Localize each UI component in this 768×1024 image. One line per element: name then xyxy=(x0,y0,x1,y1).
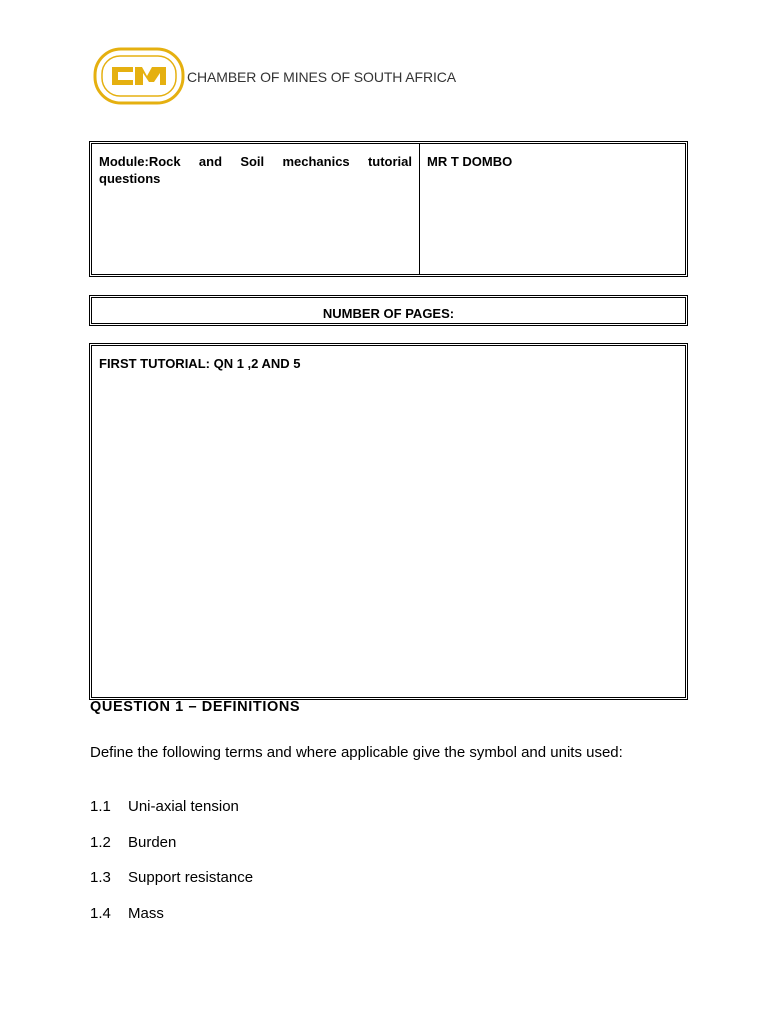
question-instruction: Define the following terms and where applicable give the symbol and units used: xyxy=(90,744,623,761)
item-text: Burden xyxy=(128,834,177,851)
list-item xyxy=(90,798,239,815)
item-text: Mass xyxy=(128,905,164,922)
module-title: Module:Rock and Soil mechanics tutorial questions xyxy=(92,144,420,274)
item-number: 1.3 xyxy=(90,869,111,886)
item-text: Support resistance xyxy=(128,869,254,886)
chamber-of-mines-logo xyxy=(93,46,185,106)
tutorial-label: FIRST TUTORIAL: QN 1 ,2 AND 5 xyxy=(99,356,301,371)
item-number: 1.1 xyxy=(90,798,111,815)
number-of-pages-box xyxy=(89,295,688,326)
list-item xyxy=(90,905,164,922)
question-heading: QUESTION 1 – DEFINITIONS xyxy=(90,699,301,715)
item-text: Uni-axial tension xyxy=(128,798,239,815)
item-number: 1.4 xyxy=(90,905,111,922)
organization-name: CHAMBER OF MINES OF SOUTH AFRICA xyxy=(187,69,457,85)
lecturer-name: MR T DOMBO xyxy=(427,154,513,169)
tutorial-box xyxy=(89,343,688,700)
item-number: 1.2 xyxy=(90,834,111,851)
number-of-pages-label: NUMBER OF PAGES: xyxy=(322,306,455,321)
module-info-table xyxy=(89,141,688,277)
list-item xyxy=(90,834,176,851)
list-item xyxy=(90,869,253,886)
